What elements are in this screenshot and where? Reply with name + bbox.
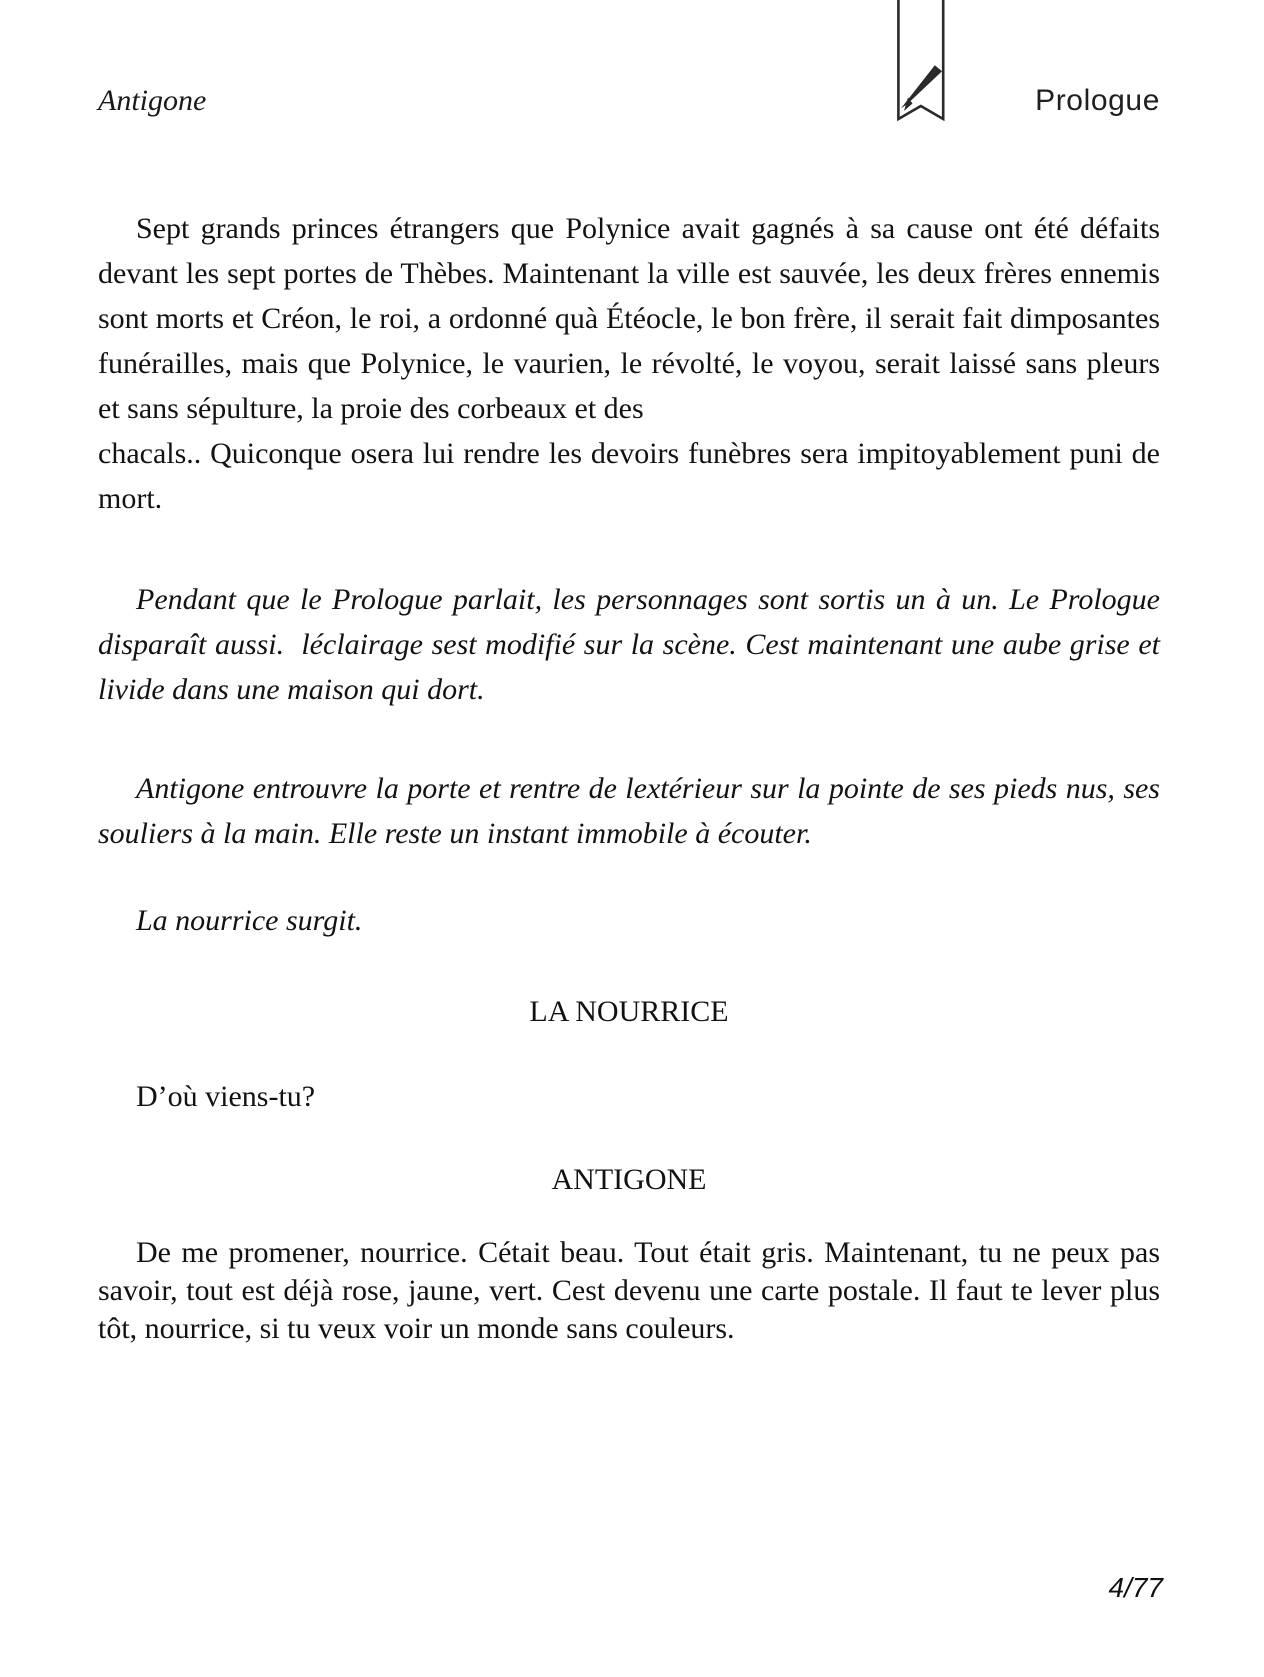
bookmark-pen-icon[interactable] (896, 0, 946, 126)
stage-direction-nurse-appears: La nourrice surgit. (136, 904, 363, 937)
narration-paragraph-continuation: chacals.. Quiconque osera lui rendre les devoirs funèbres sera impitoyablement puni de mort. (98, 437, 1160, 515)
dialogue-line-antigone: De me promener, nourrice. Cétait beau. Tout était gris. Maintenant, tu ne peux pas savoir, tout est déjà rose, jaune, vert. Cest devenu une carte postale. Il faut te lever plus tôt, nourrice, si tu veux voir un monde sans couleurs. (98, 1236, 1160, 1345)
reader-header (98, 0, 1160, 118)
speaker-heading-antigone: ANTIGONE (551, 1163, 707, 1196)
dialogue-line-nourrice: D’où viens-tu? (136, 1080, 316, 1113)
speaker-heading-nourrice: LA NOURRICE (529, 995, 729, 1028)
book-title: Antigone (98, 84, 207, 117)
page-content (98, 206, 1160, 1348)
chapter-title: Prologue (1035, 84, 1160, 117)
stage-direction-antigone-enters: Antigone entrouvre la porte et rentre de lextérieur sur la pointe de ses pieds nus, ses souliers à la main. Elle reste un instant immobile à écouter. (98, 772, 1160, 850)
narration-paragraph: Sept grands princes étrangers que Polynice avait gagnés à sa cause ont été défaits devant les sept portes de Thèbes. Maintenant la ville est sauvée, les deux frères ennemis sont morts et Créon, le roi, a ordonné quà Étéocle, le bon frère, il serait fait dimposantes funérailles, mais que Polynice, le vaurien, le révolté, le voyou, serait laissé sans pleurs et sans sépulture, la proie des corbeaux et des (98, 212, 1160, 425)
stage-direction-prologue-exit: Pendant que le Prologue parlait, les personnages sont sortis un à un. Le Prologue disparaît aussi. léclairage sest modifié sur la scène. Cest maintenant une aube grise et livide dans une maison qui dort. (98, 583, 1160, 706)
page-indicator: 4/77 (1108, 1572, 1163, 1603)
